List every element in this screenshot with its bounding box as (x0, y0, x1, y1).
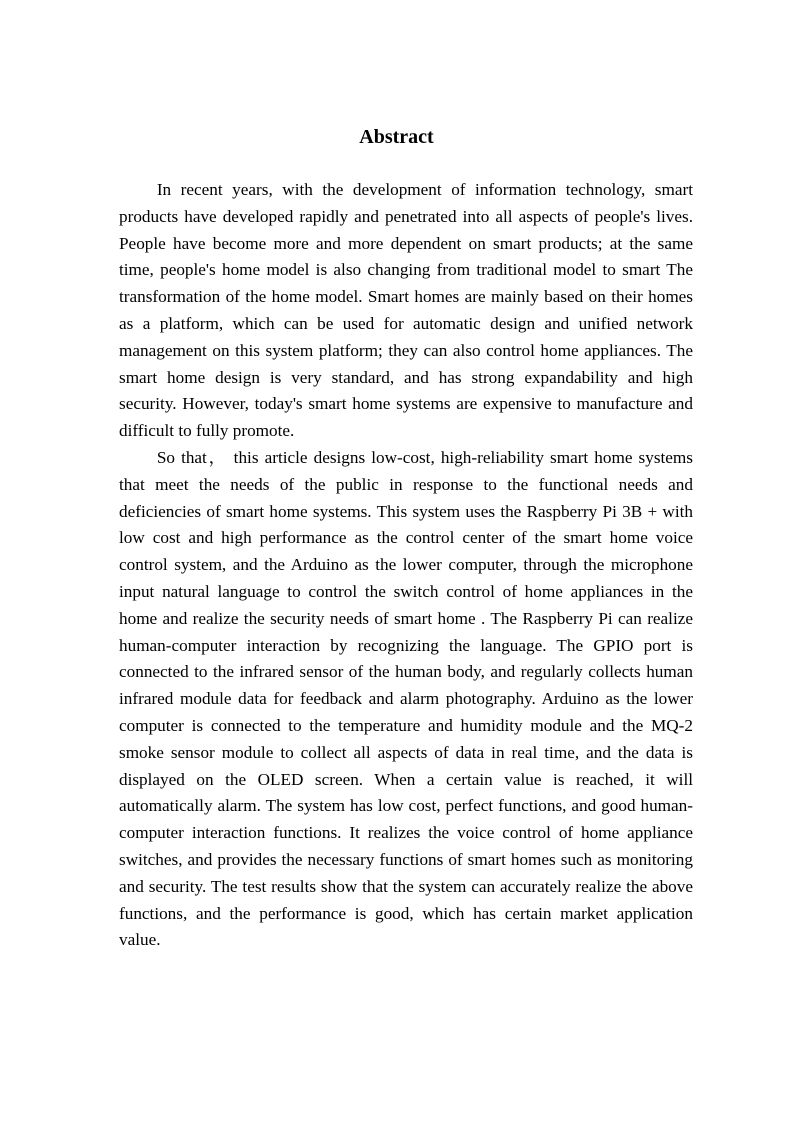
abstract-body (119, 177, 693, 954)
abstract-title: Abstract (359, 126, 434, 148)
abstract-paragraph-2: So that， this article designs low-cost, high-reliability smart home systems that meet the needs of the public in response to the functional needs and deficiencies of smart home systems. This system uses the Raspberry Pi 3B + with low cost and high performance as the control center of the smart home voice control system, and the Arduino as the lower computer, through the microphone input natural language to control the switch control of home appliances in the home and realize the security needs of smart home . The Raspberry Pi can realize human-computer interaction by recognizing the language. The GPIO port is connected to the infrared sensor of the human body, and regularly collects human infrared module data for feedback and alarm photography. Arduino as the lower computer is connected to the temperature and humidity module and the MQ-2 smoke sensor module to collect all aspects of data in real time, and the data is displayed on the OLED screen. When a certain value is reached, it will automatically alarm. The system has low cost, perfect functions, and good human-computer interaction functions. It realizes the voice control of home appliance switches, and provides the necessary functions of smart homes such as monitoring and security. The test results show that the system can accurately realize the above functions, and the performance is good, which has certain market application value. (119, 447, 693, 950)
abstract-paragraph-1: In recent years, with the development of information technology, smart products have developed rapidly and penetrated into all aspects of people's lives. People have become more and more dependent on smart products; at the same time, people's home model is also changing from traditional model to smart The transformation of the home model. Smart homes are mainly based on their homes as a platform, which can be used for automatic design and unified network management on this system platform; they can also control home appliances. The smart home design is very standard, and has strong expandability and high security. However, today's smart home systems are expensive to manufacture and difficult to fully promote. (119, 180, 693, 441)
